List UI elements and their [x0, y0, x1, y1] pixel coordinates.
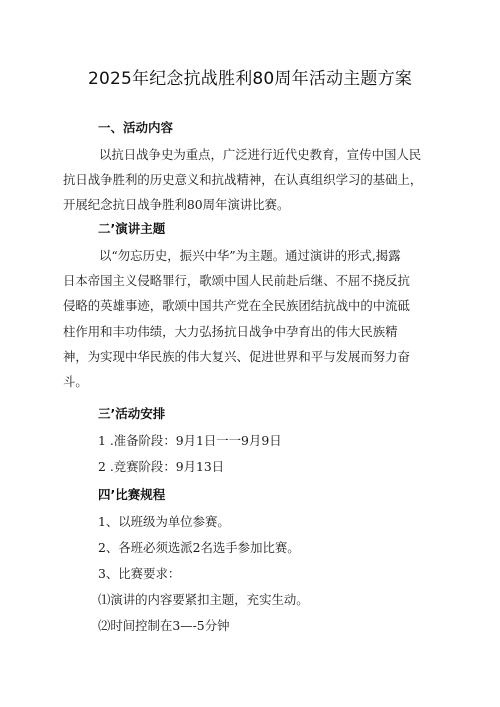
paragraph-line: 以“勿忘历史，振兴中华”为主题。通过演讲的形式,揭露 [99, 248, 401, 263]
rule-subitem-2: ⑵时间控制在3—-5分钟 [98, 618, 230, 633]
section-heading-rules: 四’比赛规程 [98, 487, 166, 502]
rule-item-2: 2、各班必须选派2名选手参加比赛。 [98, 540, 300, 555]
paragraph-line: 侵略的英雄事迹，歌颂中国共产党在全民族团结抗战中的中流砥 [63, 298, 410, 314]
section-body-speech-theme [63, 243, 441, 394]
document-title: 2025年纪念抗战胜利80周年活动主题方案 [87, 69, 413, 89]
paragraph-line: 以抗日战争史为重点，广泛进行近代史教育，宣传中国人民 [99, 147, 422, 162]
paragraph-line: 斗。 [63, 374, 88, 390]
paragraph-line: 抗日战争胜利的历史意义和抗战精神，在认真组织学习的基础上， [63, 172, 423, 188]
rule-item-3: 3、比赛要求： [98, 566, 181, 581]
paragraph-line: 开展纪念抗日战争胜利80周年演讲比赛。 [63, 197, 290, 213]
rule-subitem-1: ⑴演讲的内容要紧扣主题，充实生动。 [98, 592, 309, 607]
schedule-item-competition: 2 .竞赛阶段：9月13日 [98, 459, 225, 474]
section-heading-schedule: 三’活动安排 [98, 406, 166, 421]
paragraph-line: 柱作用和丰功伟绩，大力弘扬抗日战争中孕育出的伟大民族精 [63, 323, 398, 339]
section-body-activity-content [63, 142, 441, 218]
paragraph-line: 日本帝国主义侵略罪行，歌颂中国人民前赴后继、不屈不挠反抗 [63, 273, 410, 289]
section-heading-speech-theme: 二’演讲主题 [98, 221, 166, 236]
schedule-item-preparation: 1 .准备阶段：9月1日一一9月9日 [98, 433, 282, 448]
paragraph-line: 神，为实现中华民族的伟大复兴、促进世界和平与发展而努力奋 [63, 348, 410, 364]
section-heading-activity-content: 一、活动内容 [98, 120, 174, 135]
rule-item-1: 1、以班级为单位参赛。 [98, 514, 230, 529]
